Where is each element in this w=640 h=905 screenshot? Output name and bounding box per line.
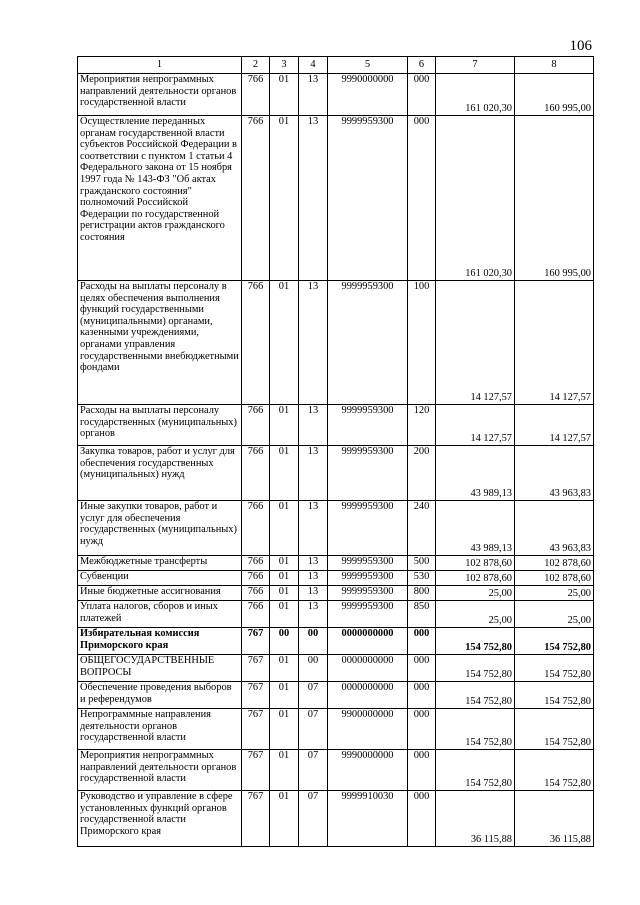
- row-name: Закупка товаров, работ и услуг для обеспечения государственных (муниципальных) нужд: [78, 446, 242, 501]
- row-subsection-code: 00: [299, 628, 328, 655]
- table-row: [78, 682, 594, 709]
- row-name: Иные бюджетные ассигнования: [78, 586, 242, 601]
- row-amount-col8: 154 752,80: [515, 655, 594, 682]
- column-header-2: 2: [242, 57, 270, 74]
- row-subsection-code: 13: [299, 556, 328, 571]
- column-header-5: 5: [328, 57, 408, 74]
- row-admin-code: 766: [242, 74, 270, 116]
- row-name: Расходы на выплаты персоналу государственных (муниципальных) органов: [78, 405, 242, 446]
- row-amount-col8: 102 878,60: [515, 571, 594, 586]
- row-target-code: 9900000000: [328, 709, 408, 750]
- row-expense-type: 850: [408, 601, 436, 628]
- row-name: Руководство и управление в сфере установленных функций органов государственной власти Приморского края: [78, 791, 242, 847]
- table-row: [78, 556, 594, 571]
- row-expense-type: 530: [408, 571, 436, 586]
- table-row: [78, 116, 594, 281]
- row-amount-col7: 161 020,30: [436, 116, 515, 281]
- table-row: [78, 446, 594, 501]
- row-expense-type: 000: [408, 682, 436, 709]
- table-row: [78, 750, 594, 791]
- row-section-code: 01: [270, 74, 299, 116]
- table-row: [78, 586, 594, 601]
- row-amount-col7: 154 752,80: [436, 628, 515, 655]
- row-target-code: 0000000000: [328, 682, 408, 709]
- column-header-1: 1: [78, 57, 242, 74]
- row-amount-col8: 43 963,83: [515, 446, 594, 501]
- column-header-7: 7: [436, 57, 515, 74]
- row-name: Субвенции: [78, 571, 242, 586]
- row-target-code: 0000000000: [328, 655, 408, 682]
- table-row: [78, 74, 594, 116]
- row-section-code: 01: [270, 501, 299, 556]
- row-amount-col7: 154 752,80: [436, 750, 515, 791]
- row-expense-type: 000: [408, 655, 436, 682]
- row-admin-code: 766: [242, 446, 270, 501]
- row-amount-col7: 25,00: [436, 601, 515, 628]
- row-section-code: 01: [270, 571, 299, 586]
- column-header-8: 8: [515, 57, 594, 74]
- row-target-code: 9999959300: [328, 586, 408, 601]
- table-row: [78, 628, 594, 655]
- row-subsection-code: 07: [299, 791, 328, 847]
- table-row: [78, 791, 594, 847]
- row-admin-code: 767: [242, 750, 270, 791]
- row-section-code: 01: [270, 601, 299, 628]
- row-amount-col8: 14 127,57: [515, 281, 594, 405]
- row-amount-col8: 154 752,80: [515, 750, 594, 791]
- table-row: [78, 281, 594, 405]
- row-amount-col7: 14 127,57: [436, 405, 515, 446]
- row-subsection-code: 13: [299, 281, 328, 405]
- row-amount-col8: 14 127,57: [515, 405, 594, 446]
- row-expense-type: 000: [408, 750, 436, 791]
- row-section-code: 01: [270, 446, 299, 501]
- row-amount-col7: 14 127,57: [436, 281, 515, 405]
- row-section-code: 01: [270, 281, 299, 405]
- row-expense-type: 000: [408, 709, 436, 750]
- row-target-code: 9999959300: [328, 556, 408, 571]
- row-subsection-code: 07: [299, 682, 328, 709]
- row-subsection-code: 13: [299, 586, 328, 601]
- row-admin-code: 767: [242, 655, 270, 682]
- table-row: [78, 709, 594, 750]
- row-amount-col8: 154 752,80: [515, 682, 594, 709]
- column-header-6: 6: [408, 57, 436, 74]
- table-row: [78, 655, 594, 682]
- row-name: Иные закупки товаров, работ и услуг для обеспечения государственных (муниципальных) нужд: [78, 501, 242, 556]
- row-name: ОБЩЕГОСУДАРСТВЕННЫЕ ВОПРОСЫ: [78, 655, 242, 682]
- row-admin-code: 766: [242, 501, 270, 556]
- row-target-code: 9999959300: [328, 116, 408, 281]
- row-subsection-code: 07: [299, 709, 328, 750]
- row-target-code: 9999959300: [328, 281, 408, 405]
- row-amount-col7: 154 752,80: [436, 655, 515, 682]
- row-section-code: 01: [270, 586, 299, 601]
- row-name: Мероприятия непрограммных направлений деятельности органов государственной власти: [78, 750, 242, 791]
- row-amount-col8: 25,00: [515, 601, 594, 628]
- row-amount-col7: 43 989,13: [436, 501, 515, 556]
- header-row: [78, 57, 594, 74]
- row-expense-type: 000: [408, 74, 436, 116]
- row-amount-col7: 25,00: [436, 586, 515, 601]
- row-section-code: 01: [270, 682, 299, 709]
- row-admin-code: 766: [242, 405, 270, 446]
- row-subsection-code: 13: [299, 405, 328, 446]
- row-target-code: 0000000000: [328, 628, 408, 655]
- row-subsection-code: 00: [299, 655, 328, 682]
- row-name: Мероприятия непрограммных направлений деятельности органов государственной власти: [78, 74, 242, 116]
- row-amount-col7: 43 989,13: [436, 446, 515, 501]
- row-amount-col7: 154 752,80: [436, 709, 515, 750]
- row-expense-type: 000: [408, 791, 436, 847]
- column-header-3: 3: [270, 57, 299, 74]
- row-expense-type: 000: [408, 628, 436, 655]
- row-expense-type: 120: [408, 405, 436, 446]
- row-amount-col8: 160 995,00: [515, 74, 594, 116]
- row-target-code: 9999959300: [328, 446, 408, 501]
- row-section-code: 01: [270, 709, 299, 750]
- row-amount-col8: 43 963,83: [515, 501, 594, 556]
- row-section-code: 01: [270, 116, 299, 281]
- row-admin-code: 767: [242, 791, 270, 847]
- row-expense-type: 800: [408, 586, 436, 601]
- row-amount-col7: 154 752,80: [436, 682, 515, 709]
- row-amount-col8: 154 752,80: [515, 628, 594, 655]
- row-target-code: 9999959300: [328, 501, 408, 556]
- row-name: Непрограммные направления деятельности органов государственной власти: [78, 709, 242, 750]
- row-section-code: 01: [270, 791, 299, 847]
- row-target-code: 9990000000: [328, 750, 408, 791]
- row-target-code: 9999959300: [328, 601, 408, 628]
- row-admin-code: 767: [242, 628, 270, 655]
- row-amount-col7: 102 878,60: [436, 571, 515, 586]
- row-amount-col8: 36 115,88: [515, 791, 594, 847]
- row-amount-col8: 102 878,60: [515, 556, 594, 571]
- row-section-code: 00: [270, 628, 299, 655]
- row-amount-col8: 25,00: [515, 586, 594, 601]
- row-expense-type: 100: [408, 281, 436, 405]
- row-subsection-code: 13: [299, 74, 328, 116]
- row-amount-col7: 102 878,60: [436, 556, 515, 571]
- row-name: Уплата налогов, сборов и иных платежей: [78, 601, 242, 628]
- row-expense-type: 500: [408, 556, 436, 571]
- row-admin-code: 766: [242, 571, 270, 586]
- row-target-code: 9990000000: [328, 74, 408, 116]
- row-subsection-code: 13: [299, 571, 328, 586]
- row-amount-col8: 154 752,80: [515, 709, 594, 750]
- table-body: [78, 74, 594, 847]
- row-admin-code: 766: [242, 601, 270, 628]
- row-admin-code: 767: [242, 709, 270, 750]
- budget-table: [77, 56, 594, 847]
- row-target-code: 9999959300: [328, 571, 408, 586]
- row-name: Межбюджетные трансферты: [78, 556, 242, 571]
- row-amount-col7: 161 020,30: [436, 74, 515, 116]
- table-row: [78, 501, 594, 556]
- column-header-4: 4: [299, 57, 328, 74]
- page-number: 106: [569, 38, 592, 54]
- table-row: [78, 405, 594, 446]
- row-expense-type: 200: [408, 446, 436, 501]
- row-admin-code: 766: [242, 586, 270, 601]
- row-name: Избирательная комиссия Приморского края: [78, 628, 242, 655]
- row-expense-type: 000: [408, 116, 436, 281]
- table-row: [78, 601, 594, 628]
- row-amount-col7: 36 115,88: [436, 791, 515, 847]
- row-admin-code: 766: [242, 116, 270, 281]
- row-subsection-code: 13: [299, 501, 328, 556]
- row-target-code: 9999910030: [328, 791, 408, 847]
- row-name: Расходы на выплаты персоналу в целях обеспечения выполнения функций государственными (муниципальными) органами, казенными учреждениями, органами управления государственными внебюджетными фондами: [78, 281, 242, 405]
- row-subsection-code: 13: [299, 116, 328, 281]
- row-section-code: 01: [270, 750, 299, 791]
- row-section-code: 01: [270, 655, 299, 682]
- row-name: Осуществление переданных органам государственной власти субъектов Российской Федерации в соответствии с пунктом 1 статьи 4 Федерального закона от 15 ноября 1997 года № 143-ФЗ "Об актах гражданского состояния" полномочий Российской Федерации по государственной регистрации актов гражданского состояния: [78, 116, 242, 281]
- row-subsection-code: 07: [299, 750, 328, 791]
- row-admin-code: 766: [242, 281, 270, 405]
- row-section-code: 01: [270, 556, 299, 571]
- row-amount-col8: 160 995,00: [515, 116, 594, 281]
- row-name: Обеспечение проведения выборов и референдумов: [78, 682, 242, 709]
- row-subsection-code: 13: [299, 601, 328, 628]
- row-section-code: 01: [270, 405, 299, 446]
- row-target-code: 9999959300: [328, 405, 408, 446]
- table-row: [78, 571, 594, 586]
- row-admin-code: 767: [242, 682, 270, 709]
- row-subsection-code: 13: [299, 446, 328, 501]
- row-admin-code: 766: [242, 556, 270, 571]
- row-expense-type: 240: [408, 501, 436, 556]
